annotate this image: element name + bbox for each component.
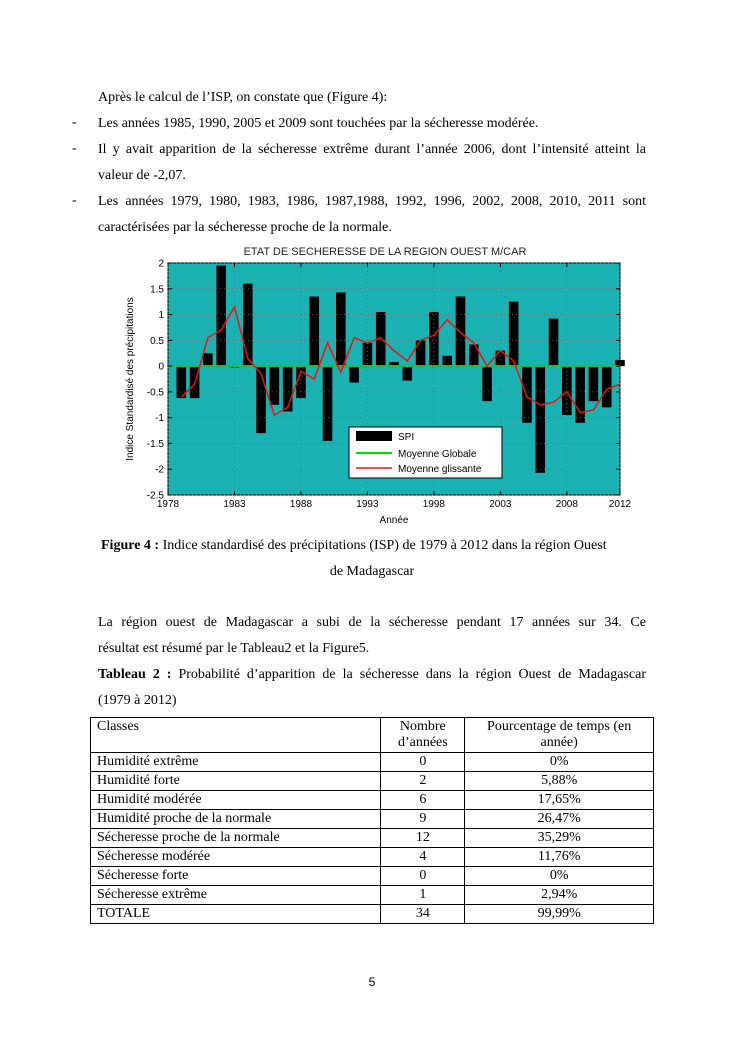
bullet-marker: - <box>72 115 77 130</box>
cell-count: 0 <box>381 867 465 886</box>
cell-class: Humidité forte <box>91 772 381 791</box>
cell-class: Humidité proche de la normale <box>91 810 381 829</box>
table-caption-line-1 <box>98 666 646 684</box>
spi-bar <box>442 356 452 366</box>
figure-caption-label: Figure 4 : <box>101 538 160 553</box>
header-nombre: Nombre d’années <box>381 718 465 753</box>
x-tick-label: 1998 <box>422 499 446 510</box>
cell-percent: 99,99% <box>465 905 654 924</box>
x-tick-label: 1978 <box>156 499 180 510</box>
cell-percent: 17,65% <box>465 791 654 810</box>
table-caption-text: Probabilité d’apparition de la sécheresse dans la région Ouest de Madagascar <box>171 667 647 682</box>
cell-class: Humidité extrême <box>91 753 381 772</box>
spi-bar <box>363 343 373 366</box>
intro-text: Après le calcul de l’ISP, on constate que (Figure 4): <box>98 90 388 105</box>
spi-bar <box>349 366 359 382</box>
y-tick-label: 0 <box>158 361 164 373</box>
cell-class: Sécheresse proche de la normale <box>91 829 381 848</box>
cell-count: 9 <box>381 810 465 829</box>
cell-count: 12 <box>381 829 465 848</box>
cell-class: Sécheresse modérée <box>91 848 381 867</box>
table-row <box>91 848 654 867</box>
spi-bar <box>509 302 519 366</box>
legend-spi-label: SPI <box>398 432 415 443</box>
table-row <box>91 791 654 810</box>
spi-bar <box>589 366 599 401</box>
y-tick-label: 1.5 <box>150 284 164 296</box>
cell-class: Humidité modérée <box>91 791 381 810</box>
spi-bar <box>522 366 532 423</box>
legend-spi-swatch <box>356 431 392 441</box>
cell-count: 4 <box>381 848 465 867</box>
cell-class: Sécheresse forte <box>91 867 381 886</box>
table-row <box>91 810 654 829</box>
y-axis-label: Indice Standardisé des précipitations <box>125 297 136 461</box>
header-classes: Classes <box>91 718 381 753</box>
table-header-row <box>91 718 654 753</box>
legend-globale-label: Moyenne Globale <box>398 449 477 460</box>
page-number: 5 <box>368 975 376 989</box>
y-tick-label: -1.5 <box>146 438 164 450</box>
figure-caption-text: Indice standardisé des précipitations (ISP) de 1979 à 2012 dans la région Ouest <box>159 538 607 553</box>
bullet-2-line-1: Il y avait apparition de la sécheresse extrême durant l’année 2006, dont l’intensité atteint la <box>98 142 646 157</box>
spi-bar <box>270 366 280 405</box>
bullet-3-line-2: caractérisées par la sécheresse proche de la normale. <box>98 220 392 235</box>
chart-title: ETAT DE SECHERESSE DE LA REGION OUEST M/CAR <box>243 246 527 258</box>
paragraph-line-2: résultat est résumé par le Tableau2 et la Figure5. <box>98 641 370 656</box>
header-pourcentage: Pourcentage de temps (en année) <box>465 718 654 753</box>
table-row <box>91 905 654 924</box>
spi-bar <box>456 297 466 367</box>
cell-count: 1 <box>381 886 465 905</box>
spi-bar <box>216 266 226 367</box>
cell-percent: 2,94% <box>465 886 654 905</box>
cell-count: 0 <box>381 753 465 772</box>
spi-chart <box>120 240 640 528</box>
spi-bar <box>283 366 293 411</box>
table-row <box>91 886 654 905</box>
cell-class: TOTALE <box>91 905 381 924</box>
cell-percent: 11,76% <box>465 848 654 867</box>
spi-bar <box>403 366 413 380</box>
y-tick-label: -2.5 <box>146 490 164 502</box>
x-tick-label: 1988 <box>289 499 313 510</box>
spi-bar <box>203 353 213 366</box>
x-axis-label: Année <box>379 515 409 526</box>
table-caption-line-2: (1979 à 2012) <box>98 693 177 708</box>
spi-bar <box>323 366 333 441</box>
bullet-marker: - <box>72 141 77 156</box>
paragraph-line-1: La région ouest de Madagascar a subi de la sécheresse pendant 17 années sur 34. Ce <box>98 615 646 630</box>
drought-probability-table <box>90 717 654 924</box>
bullet-1: Les années 1985, 1990, 2005 et 2009 sont touchées par la sécheresse modérée. <box>98 116 539 131</box>
spi-bar <box>243 284 253 366</box>
x-tick-label: 2012 <box>608 499 632 510</box>
y-tick-label: -2 <box>155 464 164 476</box>
spi-bar <box>482 366 492 401</box>
cell-class: Sécheresse extrême <box>91 886 381 905</box>
spi-bar <box>549 319 559 366</box>
bullet-marker: - <box>72 193 77 208</box>
cell-percent: 26,47% <box>465 810 654 829</box>
y-tick-label: 2 <box>158 258 164 270</box>
y-tick-label: -0.5 <box>146 387 164 399</box>
x-tick-label: 2008 <box>555 499 578 510</box>
cell-percent: 35,29% <box>465 829 654 848</box>
x-tick-label: 2003 <box>489 499 512 510</box>
x-tick-label: 1983 <box>223 499 246 510</box>
y-tick-label: 1 <box>158 310 164 322</box>
figure-caption-line-2: de Madagascar <box>329 564 415 579</box>
legend <box>349 427 502 478</box>
cell-count: 6 <box>381 791 465 810</box>
legend-glissante-label: Moyenne glissante <box>398 464 482 475</box>
table-caption-label: Tableau 2 : <box>98 667 172 682</box>
table-row <box>91 867 654 886</box>
cell-percent: 5,88% <box>465 772 654 791</box>
y-tick-label: -1 <box>155 413 164 425</box>
spi-bar <box>336 292 346 366</box>
spi-bar <box>575 366 585 423</box>
cell-percent: 0% <box>465 753 654 772</box>
spi-bar <box>309 297 319 367</box>
y-tick-label: 0.5 <box>150 335 164 347</box>
cell-percent: 0% <box>465 867 654 886</box>
table-row <box>91 772 654 791</box>
table-row <box>91 829 654 848</box>
bullet-2-line-2: valeur de -2,07. <box>98 168 186 183</box>
spi-bar <box>602 366 612 407</box>
figure-caption-line-1 <box>101 537 607 555</box>
x-tick-label: 1993 <box>356 499 379 510</box>
cell-count: 34 <box>381 905 465 924</box>
bullet-3-line-1: Les années 1979, 1980, 1983, 1986, 1987,1988, 1992, 1996, 2002, 2008, 2010, 2011 sont <box>98 194 646 209</box>
spi-bar <box>535 366 545 473</box>
cell-count: 2 <box>381 772 465 791</box>
table-row <box>91 753 654 772</box>
